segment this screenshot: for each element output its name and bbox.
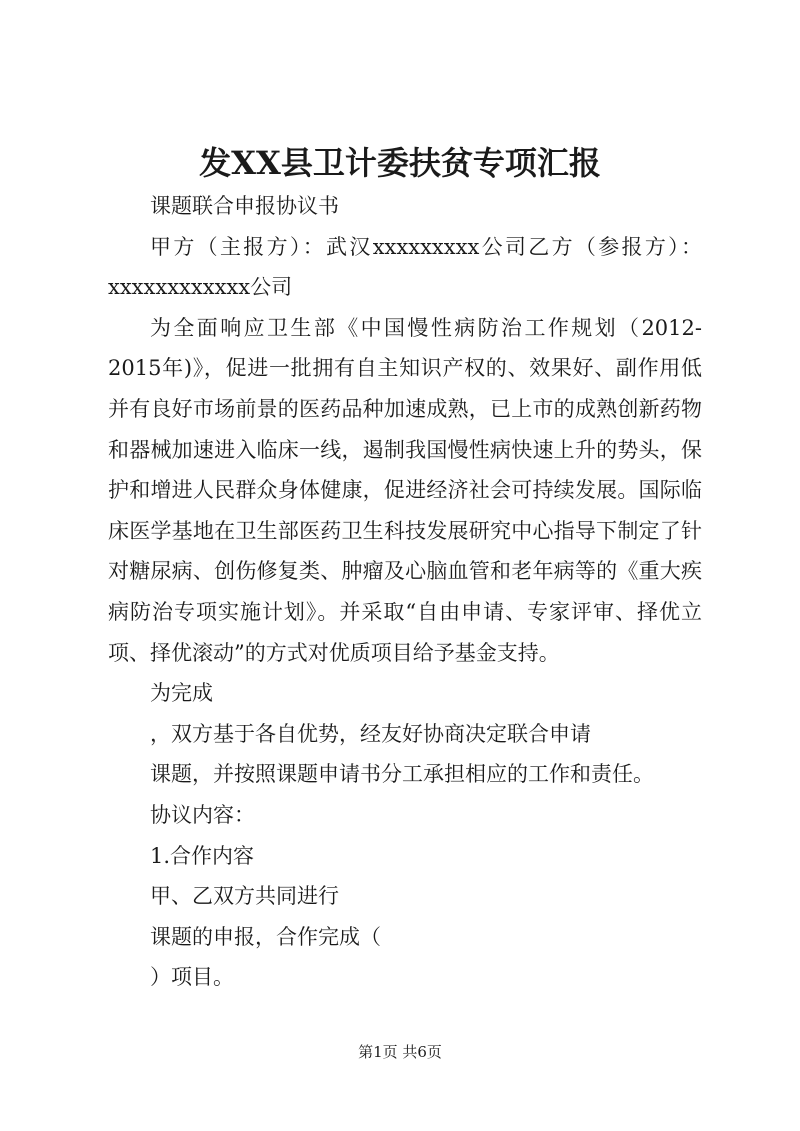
paragraph-background: 为全面响应卫生部《中国慢性病防治工作规划（2012-2015年)》，促进一批拥有自主知识产权的、效果好、副作用低并有良好市场前景的医药品种加速成熟，已上市的成熟创新药物和器械加速进入临床一线，遏制我国慢性病快速上升的势头，保护和增进人民群众身体健康，促进经济社会可持续发展。国际临床医学基地在卫生部医药卫生科技发展研究中心指导下制定了针对糖尿病、创伤修复类、肿瘤及心脑血管和老年病等的《重大疾病防治专项实施计划》。并采取“自由申请、专家评审、择优立项、择优滚动”的方式对优质项目给予基金支持。 <box>108 315 702 665</box>
paragraph-joint-work: 甲、乙双方共同进行 <box>150 884 339 909</box>
document-title: 发XX县卫计委扶贫专项汇报 <box>199 144 601 182</box>
paragraph-application-complete: 课题的申报，合作完成（ <box>150 924 381 949</box>
paragraph-purpose: 为完成 <box>150 681 213 706</box>
page-number-footer: 第1页 共6页 <box>358 1043 442 1061</box>
paragraph-agreement-content: 协议内容： <box>150 802 255 827</box>
paragraph-parties: 甲方（主报方）：武汉xxxxxxxxx公司乙方（参报方）：xxxxxxxxxxxx公司 <box>108 234 702 300</box>
paragraph-joint-application: ，双方基于各自优势，经友好协商决定联合申请 <box>150 721 591 746</box>
paragraph-cooperation-heading: 1.合作内容 <box>150 843 255 868</box>
paragraph-responsibility: 课题，并按照课题申请书分工承担相应的工作和责任。 <box>150 762 654 787</box>
paragraph-project: ）项目。 <box>150 965 234 990</box>
paragraph-agreement-heading: 课题联合申报协议书 <box>150 194 339 218</box>
document-body <box>108 186 702 998</box>
